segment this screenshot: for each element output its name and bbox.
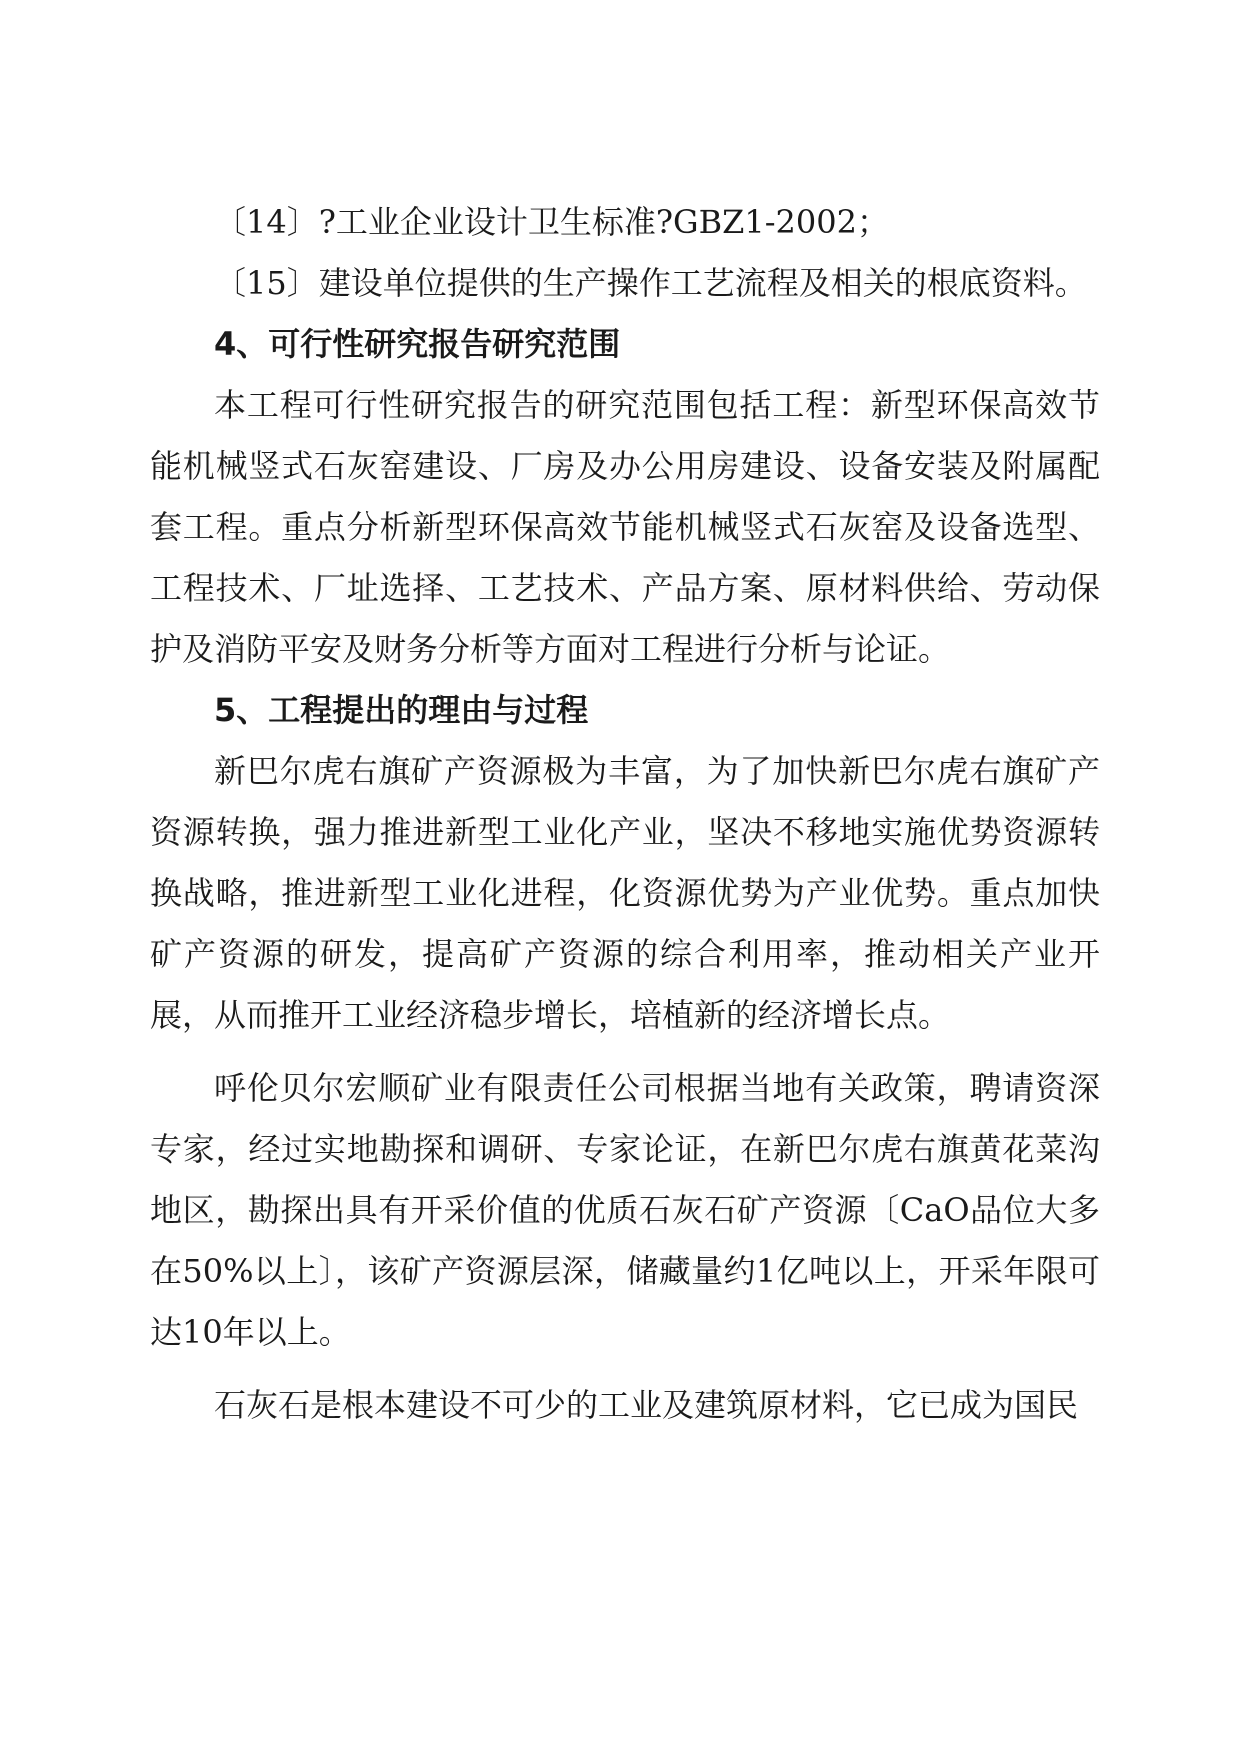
section-5-paragraph-2: 呼伦贝尔宏顺矿业有限责任公司根据当地有关政策，聘请资深专家，经过实地勘探和调研、专家论证，在新巴尔虎右旗黄花菜沟地区，勘探出具有开采价值的优质石灰石矿产资源〔CaO品位大多在50%以上〕，该矿产资源层深，储藏量约1亿吨以上，开采年限可达10年以上。: [150, 1069, 1100, 1351]
reference-item-14: 〔14〕?工业企业设计卫生标准?GBZ1-2002；: [214, 203, 889, 241]
section-4-heading: 4、可行性研究报告研究范围: [214, 325, 621, 363]
section-5-paragraph-3: 石灰石是根本建设不可少的工业及建筑原材料，它已成为国民: [214, 1386, 1079, 1424]
section-5-heading: 5、工程提出的理由与过程: [214, 691, 589, 729]
section-4-paragraph: 本工程可行性研究报告的研究范围包括工程：新型环保高效节能机械竖式石灰窑建设、厂房及办公用房建设、设备安装及附属配套工程。重点分析新型环保高效节能机械竖式石灰窑及设备选型、工程技术、厂址选择、工艺技术、产品方案、原材料供给、劳动保护及消防平安及财务分析等方面对工程进行分析与论证。: [150, 386, 1100, 668]
section-5-paragraph-1: 新巴尔虎右旗矿产资源极为丰富，为了加快新巴尔虎右旗矿产资源转换，强力推进新型工业化产业，坚决不移地实施优势资源转换战略，推进新型工业化进程，化资源优势为产业优势。重点加快矿产资源的研发，提高矿产资源的综合利用率，推动相关产业开展，从而推开工业经济稳步增长，培植新的经济增长点。: [150, 752, 1100, 1034]
document-body: [150, 192, 1100, 1436]
reference-item-15: 〔15〕建设单位提供的生产操作工艺流程及相关的根底资料。: [214, 264, 1087, 302]
